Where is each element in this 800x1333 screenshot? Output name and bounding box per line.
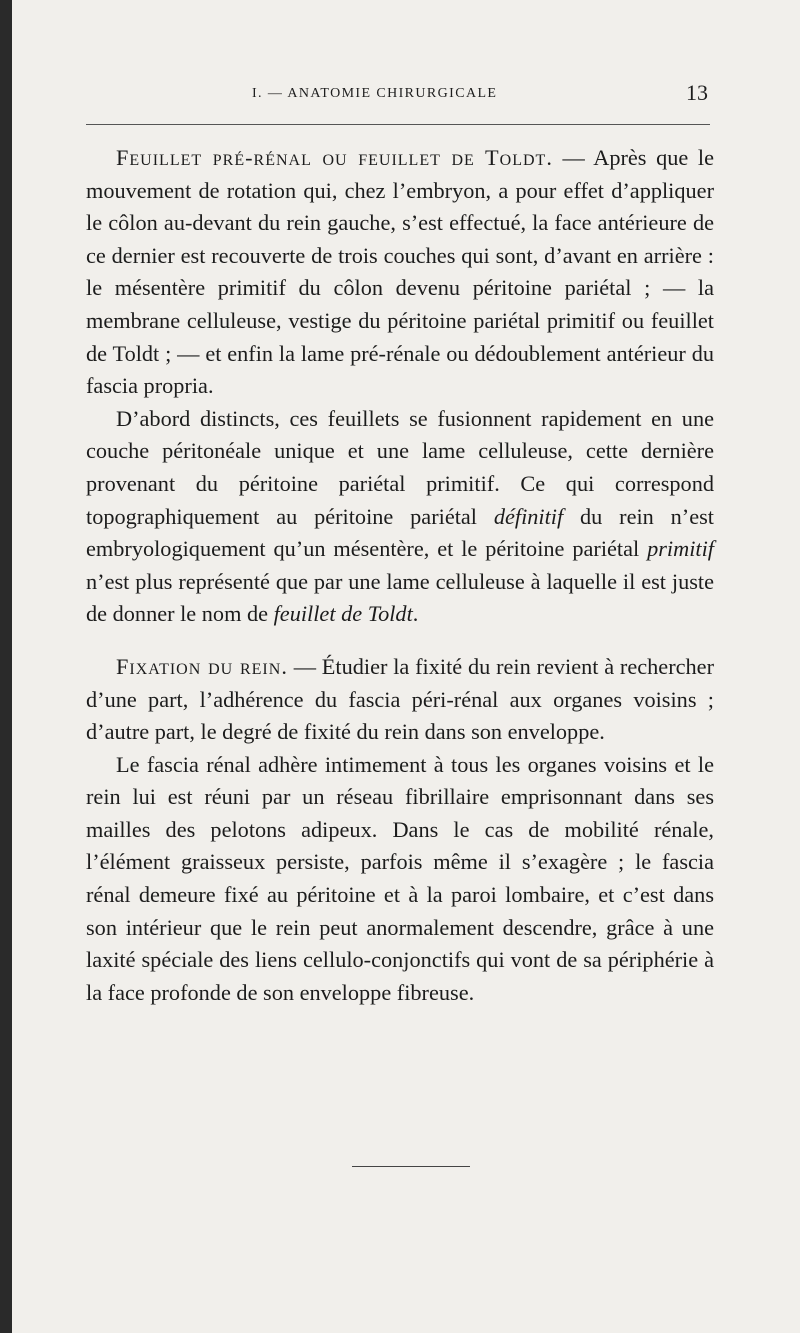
paragraph-text: D’abord distincts, ces feuillets se fusionnent rapidement en une couche péritonéale unique et une lame celluleuse, cette dernière provenant du péritoine pariétal primitif. Ce qui correspond topographiquement au péritoine pariétal (86, 405, 714, 529)
paragraph-text: n’est plus représenté que par une lame celluleuse à laquelle il est juste de donner le nom de (86, 568, 714, 627)
section-heading-fixation-du-rein: Fixation du rein. (116, 653, 288, 679)
paragraph-text: — Étudier la fixité du rein revient à rechercher d’une part, l’adhérence du fascia péri-rénal aux organes voisins ; d’autre part, le degré de fixité du rein dans son enveloppe. (86, 653, 714, 745)
page-header (12, 80, 800, 108)
book-page (12, 0, 800, 1333)
page-number: 13 (686, 80, 708, 105)
paragraph-fixation-du-rein (86, 651, 714, 749)
paragraph-fusion (86, 403, 714, 631)
end-rule (352, 1166, 470, 1167)
paragraph-text: — Après que le mouvement de rotation qui, chez l’embryon, a pour effet d’appliquer le côlon au-devant du rein gauche, s’est effectué, la face antérieure de ce dernier est recouverte de trois couches qui sont, d’avant en arrière : le mésentère primitif du côlon devenu péritoine pariétal ; — la membrane celluleuse, vestige du péritoine pariétal primitif ou feuillet de Toldt ; — et enfin la lame pré-rénale ou dédoublement antérieur du fascia propria. (86, 145, 714, 399)
emphasis-feuillet-de-toldt: feuillet de Toldt (273, 601, 413, 627)
running-title: I. — ANATOMIE CHIRURGICALE (252, 86, 498, 101)
paragraph-feuillet-pre-renal (86, 142, 714, 403)
header-rule (86, 124, 710, 125)
body-text (86, 142, 714, 1009)
section-heading-feuillet-pre-renal: Feuillet pré-rénal ou feuillet de Toldt. (116, 145, 553, 170)
paragraph-text: du rein n’est embryologiquement qu’un mésentère, et le péritoine pariétal (86, 503, 714, 562)
paragraph-text: Le fascia rénal adhère intimement à tous les organes voisins et le rein lui est réuni par un réseau fibrillaire emprisonnant dans ses mailles des pelotons adipeux. Dans le cas de mobilité rénale, l’élément graisseux persiste, parfois même il s’exagère ; le fascia rénal demeure fixé au péritoine et à la paroi lombaire, et c’est dans son intérieur que le rein peut anormalement descendre, grâce à une laxité spéciale des liens cellulo-conjonctifs qui vont de sa périphérie à la face profonde de son enveloppe fibreuse. (86, 751, 714, 1005)
paragraph-fascia-renal (86, 749, 714, 1010)
emphasis-definitif: définitif (493, 503, 564, 529)
paragraph-text: . (412, 601, 419, 627)
emphasis-primitif: primitif (647, 536, 714, 562)
